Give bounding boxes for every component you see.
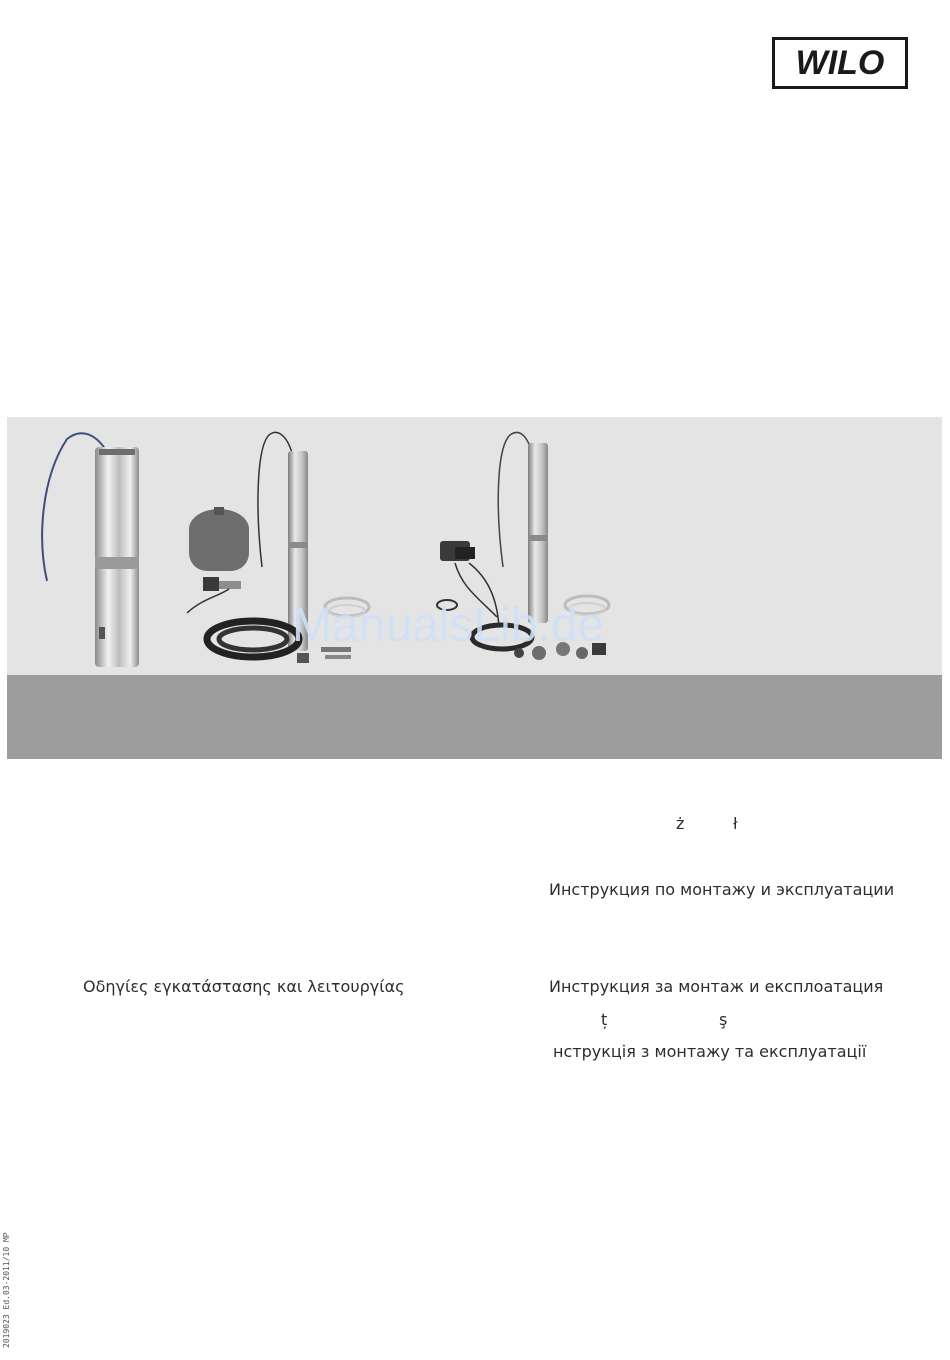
logo-text: WILO (795, 44, 885, 82)
wilo-logo-mark (780, 43, 900, 83)
wilo-logo (772, 37, 908, 89)
pump-1-illustration (42, 433, 139, 667)
greek-title: Οδηγίες εγκατάστασης και λειτουργίας (83, 977, 405, 996)
watermark: ManualsLib.de (292, 599, 605, 652)
romanian-char-2: ş (719, 1010, 728, 1029)
polish-char-2: ł (733, 814, 738, 833)
russian-title: Инструкция по монтажу и эксплуатации (549, 880, 895, 899)
romanian-char-1: ț (601, 1010, 608, 1029)
bulgarian-title: Инструкция за монтаж и експлоатация (549, 977, 884, 996)
document-id: 2019023 Ed.03-2011/10 MP (2, 1232, 11, 1348)
polish-char-1: ż (676, 814, 685, 833)
title-band (7, 675, 942, 759)
ukrainian-title: нструкція з монтажу та експлуатації (553, 1042, 867, 1061)
